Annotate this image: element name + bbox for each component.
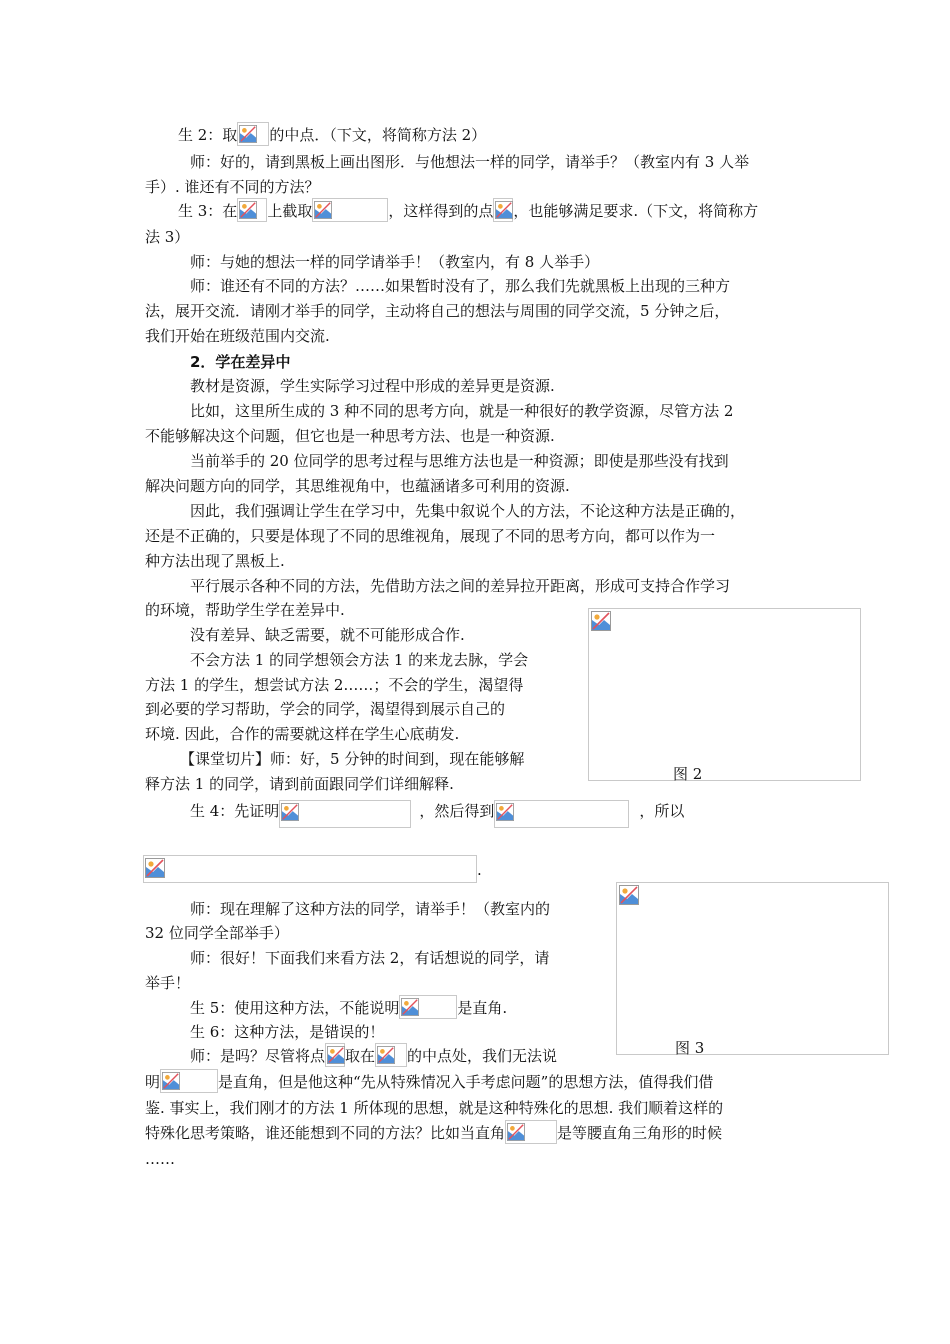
text-run: 上截取 xyxy=(267,202,313,220)
paragraph-line: 师：与她的想法一样的同学请举手！（教室内，有 8 人举手） xyxy=(190,253,600,271)
broken-image-icon xyxy=(401,998,419,1016)
figure-3-image xyxy=(616,882,889,1055)
inline-formula-image xyxy=(399,995,457,1019)
paragraph-line: 比如，这里所生成的 3 种不同的思考方向，就是一种很好的教学资源，尽管方法 2 xyxy=(190,402,734,420)
inline-formula-image xyxy=(312,198,388,222)
inline-formula-image xyxy=(505,1120,557,1144)
broken-image-icon xyxy=(239,201,257,219)
paragraph-line xyxy=(190,1043,557,1067)
text-run: 特殊化思考策略，谁还能想到不同的方法？比如当直角 xyxy=(145,1124,506,1142)
paragraph-line: 到必要的学习帮助，学会的同学，渴望得到展示自己的 xyxy=(145,700,506,718)
text-run: 的中点处，我们无法说 xyxy=(407,1047,558,1065)
paragraph-line: 释方法 1 的同学，请到前面跟同学们详细解释. xyxy=(145,775,454,793)
paragraph-line: 的环境，帮助学生学在差异中. xyxy=(145,601,345,619)
paragraph-line: 生 6：这种方法，是错误的！ xyxy=(190,1023,385,1041)
text-run: 取在 xyxy=(345,1047,376,1065)
inline-formula-image xyxy=(237,122,269,146)
broken-image-icon xyxy=(327,1046,345,1064)
paragraph-line xyxy=(143,855,482,879)
text-run: 生 2：取 xyxy=(178,126,238,144)
paragraph-line xyxy=(190,995,507,1019)
paragraph-line: 教材是资源，学生实际学习过程中形成的差异更是资源. xyxy=(190,377,555,395)
broken-image-icon xyxy=(495,201,513,219)
paragraph-line: 不会方法 1 的同学想领会方法 1 的来龙去脉，学会 xyxy=(190,651,529,669)
broken-image-icon xyxy=(507,1123,525,1141)
inline-formula-image xyxy=(143,855,477,883)
section-heading: 2．学在差异中 xyxy=(190,353,291,371)
paragraph-line xyxy=(145,1120,722,1144)
inline-formula-image xyxy=(375,1043,407,1067)
paragraph-line xyxy=(145,1069,713,1093)
text-run: . xyxy=(477,861,482,879)
figure-2-caption: 图 2 xyxy=(673,765,703,783)
text-run: 是等腰直角三角形的时候 xyxy=(557,1124,723,1142)
broken-image-icon xyxy=(281,803,299,821)
paragraph-line: 法，展开交流．请刚才举手的同学，主动将自己的想法与周围的同学交流，5 分钟之后， xyxy=(145,302,730,320)
paragraph-line: 种方法出现了黑板上. xyxy=(145,552,285,570)
text-run: ，所以 xyxy=(639,802,685,820)
paragraph-line: 因此，我们强调让学生在学习中，先集中叙说个人的方法，不论这种方法是正确的， xyxy=(190,502,746,520)
text-run: 生 5：使用这种方法，不能说明 xyxy=(190,999,400,1017)
broken-image-icon xyxy=(591,611,611,631)
inline-formula-image xyxy=(237,198,267,222)
paragraph-line xyxy=(178,122,486,146)
broken-image-icon xyxy=(619,885,639,905)
paragraph-line: 法 3） xyxy=(145,228,190,246)
paragraph-line: 解决问题方向的同学，其思维视角中，也蕴涵诸多可利用的资源. xyxy=(145,477,570,495)
text-run: 的中点．（下文，将简称方法 2） xyxy=(269,126,487,144)
paragraph-line xyxy=(190,799,684,823)
paragraph-line: 当前举手的 20 位同学的思考过程与思维方法也是一种资源；即使是那些没有找到 xyxy=(190,452,729,470)
paragraph-line: 环境. 因此，合作的需要就这样在学生心底萌发. xyxy=(145,725,460,743)
text-run: 是直角. xyxy=(457,999,508,1017)
text-run: 师：是吗？尽管将点 xyxy=(190,1047,326,1065)
paragraph-line: 师：很好！下面我们来看方法 2，有话想说的同学，请 xyxy=(190,949,550,967)
paragraph-line: …… xyxy=(145,1150,175,1168)
paragraph-line: 不能够解决这个问题，但它也是一种思考方法、也是一种资源. xyxy=(145,427,555,445)
text-run: ，也能够满足要求.（下文，将简称方 xyxy=(513,202,759,220)
paragraph-line: 【课堂切片】师：好，5 分钟的时间到，现在能够解 xyxy=(180,750,525,768)
text-run: 生 3：在 xyxy=(178,202,238,220)
paragraph-line: 32 位同学全部举手） xyxy=(145,924,289,942)
broken-image-icon xyxy=(377,1046,395,1064)
broken-image-icon xyxy=(496,803,514,821)
paragraph-line: 我们开始在班级范围内交流. xyxy=(145,327,330,345)
broken-image-icon xyxy=(314,201,332,219)
figure-2-image xyxy=(588,608,861,781)
paragraph-line: 还是不正确的，只要是体现了不同的思维视角，展现了不同的思考方向，都可以作为一 xyxy=(145,527,716,545)
paragraph-line: 平行展示各种不同的方法，先借助方法之间的差异拉开距离，形成可支持合作学习 xyxy=(190,577,731,595)
text-run: 是直角，但是他这种“先从特殊情况入手考虑问题”的思想方法，值得我们借 xyxy=(218,1073,714,1091)
broken-image-icon xyxy=(239,125,257,143)
paragraph-line: 没有差异、缺乏需要，就不可能形成合作. xyxy=(190,626,465,644)
inline-formula-image xyxy=(325,1043,345,1067)
paragraph-line: 手）. 谁还有不同的方法？ xyxy=(145,178,320,196)
paragraph-line xyxy=(178,198,758,222)
paragraph-line: 师：好的，请到黑板上画出图形．与他想法一样的同学，请举手？（教室内有 3 人举 xyxy=(190,153,750,171)
inline-formula-image xyxy=(279,800,411,828)
figure-3-caption: 图 3 xyxy=(675,1039,705,1057)
inline-formula-image xyxy=(160,1069,218,1093)
paragraph-line: 方法 1 的学生，想尝试方法 2……；不会的学生，渴望得 xyxy=(145,676,524,694)
inline-formula-image xyxy=(494,800,629,828)
text-run: ，这样得到的点 xyxy=(388,202,494,220)
paragraph-line: 师：谁还有不同的方法？……如果暂时没有了，那么我们先就黑板上出现的三种方 xyxy=(190,277,731,295)
paragraph-line: 师：现在理解了这种方法的同学，请举手！（教室内的 xyxy=(190,900,551,918)
broken-image-icon xyxy=(162,1072,180,1090)
inline-formula-image xyxy=(493,198,513,222)
text-run: 明 xyxy=(145,1073,161,1091)
broken-image-icon xyxy=(145,858,165,878)
text-run: ，然后得到 xyxy=(419,802,495,820)
paragraph-line: 举手！ xyxy=(145,974,191,992)
text-run: 生 4：先证明 xyxy=(190,802,280,820)
paragraph-line: 鉴. 事实上，我们刚才的方法 1 所体现的思想，就是这种特殊化的思想. 我们顺着这样的 xyxy=(145,1099,724,1117)
